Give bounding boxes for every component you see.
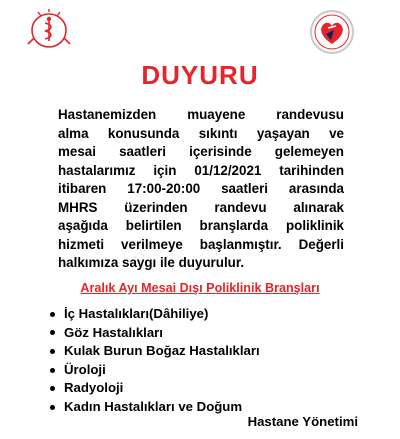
department-label: Üroloji	[64, 361, 106, 377]
ministry-of-health-logo-icon	[24, 8, 74, 52]
body-line: aşağıda belirtilen branşlarda poliklinik	[58, 218, 344, 233]
bullet-icon	[50, 368, 55, 373]
departments-subtitle: Aralık Ayı Mesai Dışı Poliklinik Branşları	[80, 281, 320, 295]
body-line: itibaren 17:00-20:00 saatleri arasında	[58, 181, 344, 196]
body-line: Hastanemizden muayene randevusu	[58, 107, 344, 122]
announcement-title: DUYURU	[141, 60, 259, 90]
body-line: MHRS üzerinden randevu alınarak	[58, 199, 344, 215]
hospital-heart-logo-icon	[304, 8, 360, 56]
bullet-icon	[50, 386, 55, 391]
bullet-icon	[50, 349, 55, 354]
department-label: Göz Hastalıkları	[64, 324, 163, 340]
list-item	[50, 361, 260, 380]
list-item	[50, 324, 260, 343]
department-label: Radyoloji	[64, 380, 124, 396]
signature: Hastane Yönetimi	[247, 414, 358, 429]
bullet-icon	[50, 330, 55, 335]
body-line: mesai saatleri içerisinde gelemeyen	[58, 144, 344, 159]
bullet-icon	[50, 312, 55, 317]
list-item	[50, 398, 260, 417]
department-label: İç Hastalıkları(Dâhiliye)	[64, 306, 209, 321]
body-line: alma konusunda sıkıntı yaşayan ve	[58, 125, 344, 141]
list-item	[50, 379, 260, 398]
announcement-body	[58, 106, 344, 273]
body-line: halkımıza saygı ile duyurulur.	[58, 255, 245, 270]
departments-list	[50, 305, 260, 417]
bullet-icon	[50, 405, 55, 410]
department-label: Kadın Hastalıkları ve Doğum	[64, 398, 243, 414]
department-label: Kulak Burun Boğaz Hastalıkları	[64, 343, 260, 359]
body-line: hizmeti verilmeye başlanmıştır. Değerli	[58, 236, 344, 252]
body-line: hastalarımız için 01/12/2021 tarihinden	[58, 162, 344, 178]
list-item	[50, 342, 260, 361]
list-item	[50, 305, 260, 324]
